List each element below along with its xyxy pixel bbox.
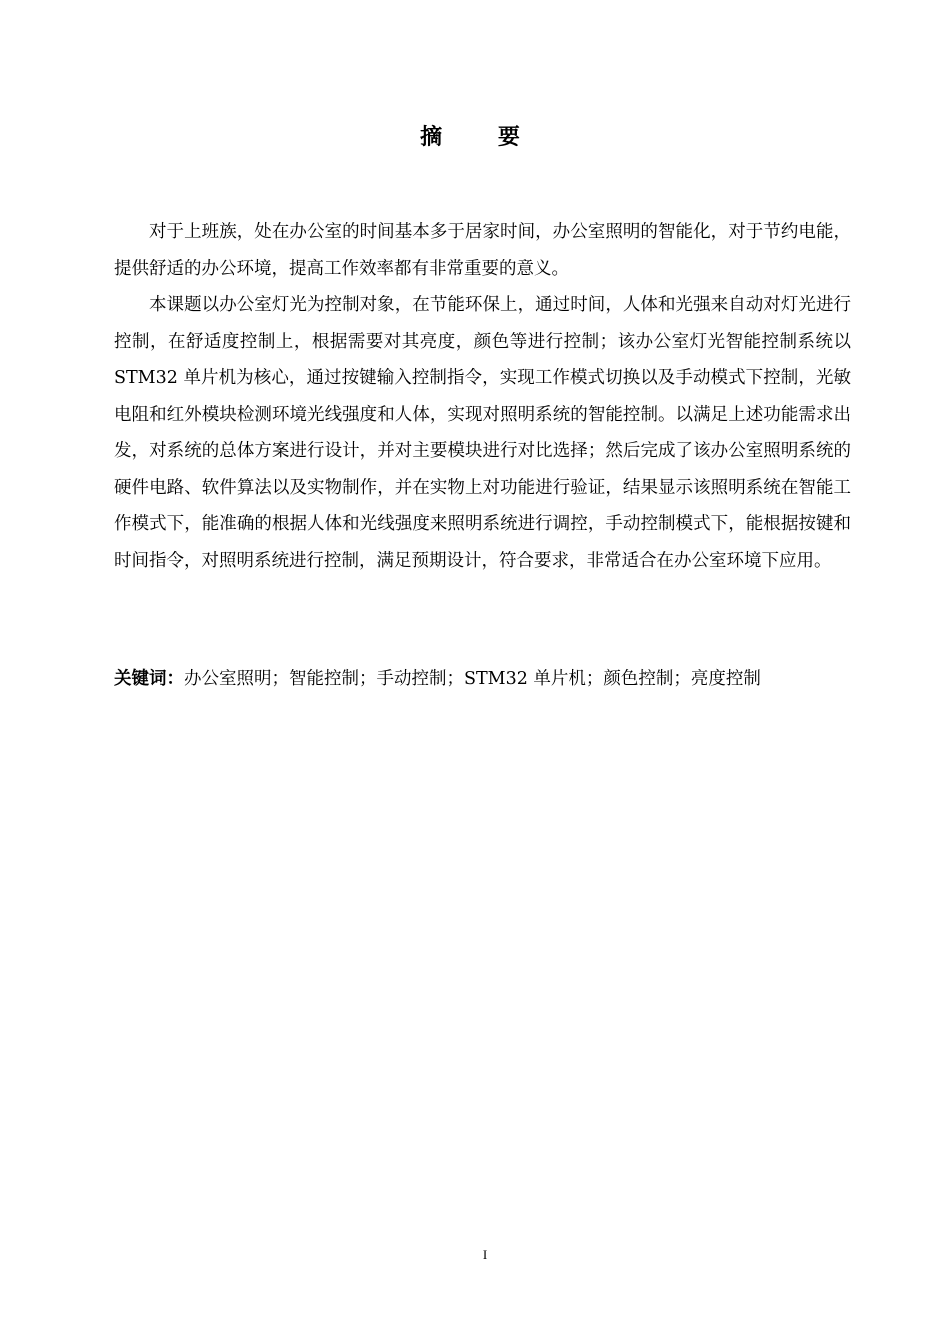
page-number: I — [482, 1247, 488, 1262]
abstract-paragraph-2: 本课题以办公室灯光为控制对象，在节能环保上，通过时间，人体和光强来自动对灯光进行控制，在舒适度控制上，根据需要对其亮度，颜色等进行控制；该办公室灯光智能控制系统以 STM32 单片机为核心，通过按键输入控制指令，实现工作模式切换以及手动模式下控制，光敏电阻和红外模块检测环境光线强度和人体，实现对照明系统的智能控制。以满足上述功能需求出发，对系统的总体方案进行设计，并对主要模块进行对比选择；然后完成了该办公室照明系统的硬件电路、软件算法以及实物制作，并在实物上对功能进行验证，结果显示该照明系统在智能工作模式下，能准确的根据人体和光线强度来照明系统进行调控，手动控制模式下，能根据按键和时间指令，对照明系统进行控制，满足预期设计，符合要求，非常适合在办公室环境下应用。 — [114, 295, 851, 571]
keywords-text: 办公室照明；智能控制；手动控制；STM32 单片机；颜色控制；亮度控制 — [184, 669, 761, 689]
keywords-label: 关键词： — [114, 669, 184, 689]
page-title: 摘 要 — [420, 125, 544, 150]
keywords-line — [114, 661, 851, 697]
abstract-paragraph-1: 对于上班族，处在办公室的时间基本多于居家时间，办公室照明的智能化，对于节约电能，提供舒适的办公环境，提高工作效率都有非常重要的意义。 — [114, 222, 851, 279]
abstract-body — [114, 214, 851, 579]
